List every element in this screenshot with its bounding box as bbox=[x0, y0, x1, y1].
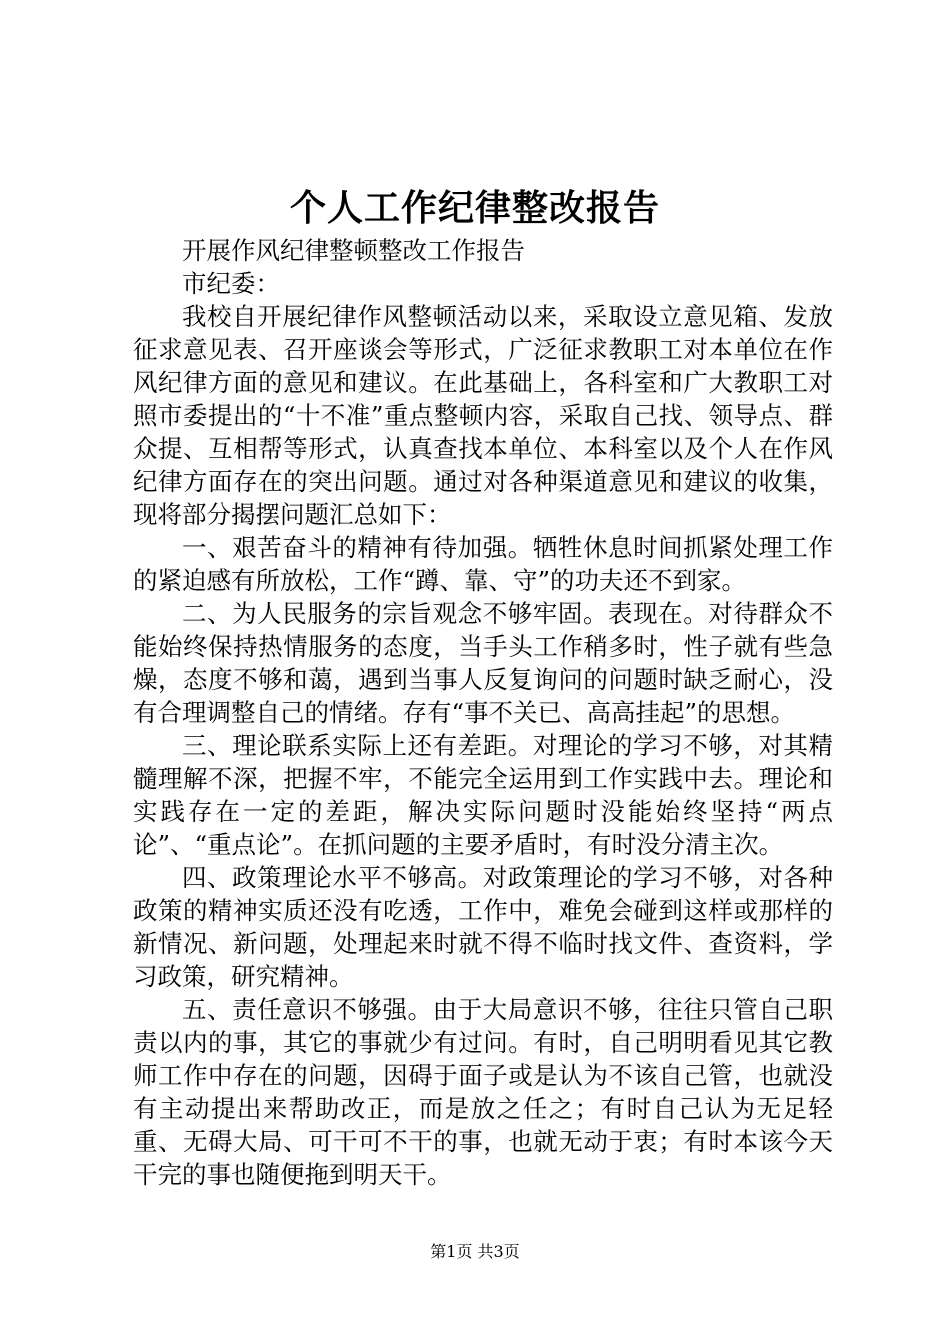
document-title: 个人工作纪律整改报告 bbox=[289, 187, 660, 229]
paragraph-item-2: 二、为人民服务的宗旨观念不够牢固。表现在。对待群众不能始终保持热情服务的态度，当手头工作稍多时，性子就有些急燥，态度不够和蔼，遇到当事人反复询问的问题时缺乏耐心，没有合理调整自己的情绪。存有“事不关已、高高挂起”的思想。 bbox=[133, 599, 833, 727]
document-body bbox=[133, 234, 833, 1191]
paragraph-item-5: 五、责任意识不够强。由于大局意识不够，往往只管自己职责以内的事，其它的事就少有过问。有时，自己明明看见其它教师工作中存在的问题，因碍于面子或是认为不该自己管，也就没有主动提出来帮助改正，而是放之任之；有时自己认为无足轻重、无碍大局、可干可不干的事，也就无动于衷；有时本该今天干完的事也随便拖到明天干。 bbox=[133, 995, 833, 1189]
paragraph-item-3: 三、理论联系实际上还有差距。对理论的学习不够，对其精髓理解不深，把握不牢，不能完全运用到工作实践中去。理论和实践存在一定的差距，解决实际问题时没能始终坚持“两点论”、“重点论”。在抓问题的主要矛盾时，有时没分清主次。 bbox=[133, 731, 833, 859]
salutation: 市纪委： bbox=[182, 269, 280, 298]
paragraph-intro: 我校自开展纪律作风整顿活动以来，采取设立意见箱、发放征求意见表、召开座谈会等形式，广泛征求教职工对本单位在作风纪律方面的意见和建议。在此基础上，各科室和广大教职工对照市委提出的“十不准”重点整顿内容，采取自己找、领导点、群众提、互相帮等形式，认真查找本单位、本科室以及个人在作风纪律方面存在的突出问题。通过对各种渠道意见和建议的收集，现将部分揭摆问题汇总如下： bbox=[133, 302, 833, 529]
paragraph-item-1: 一、艰苦奋斗的精神有待加强。牺牲休息时间抓紧处理工作的紧迫感有所放松，工作“蹲、靠、守”的功夫还不到家。 bbox=[133, 533, 833, 595]
page-number-footer: 第1页 共3页 bbox=[430, 1242, 520, 1261]
report-subtitle: 开展作风纪律整顿整改工作报告 bbox=[182, 236, 525, 265]
paragraph-item-4: 四、政策理论水平不够高。对政策理论的学习不够，对各种政策的精神实质还没有吃透，工作中，难免会碰到这样或那样的新情况、新问题，处理起来时就不得不临时找文件、查资料，学习政策，研究精神。 bbox=[133, 863, 833, 991]
